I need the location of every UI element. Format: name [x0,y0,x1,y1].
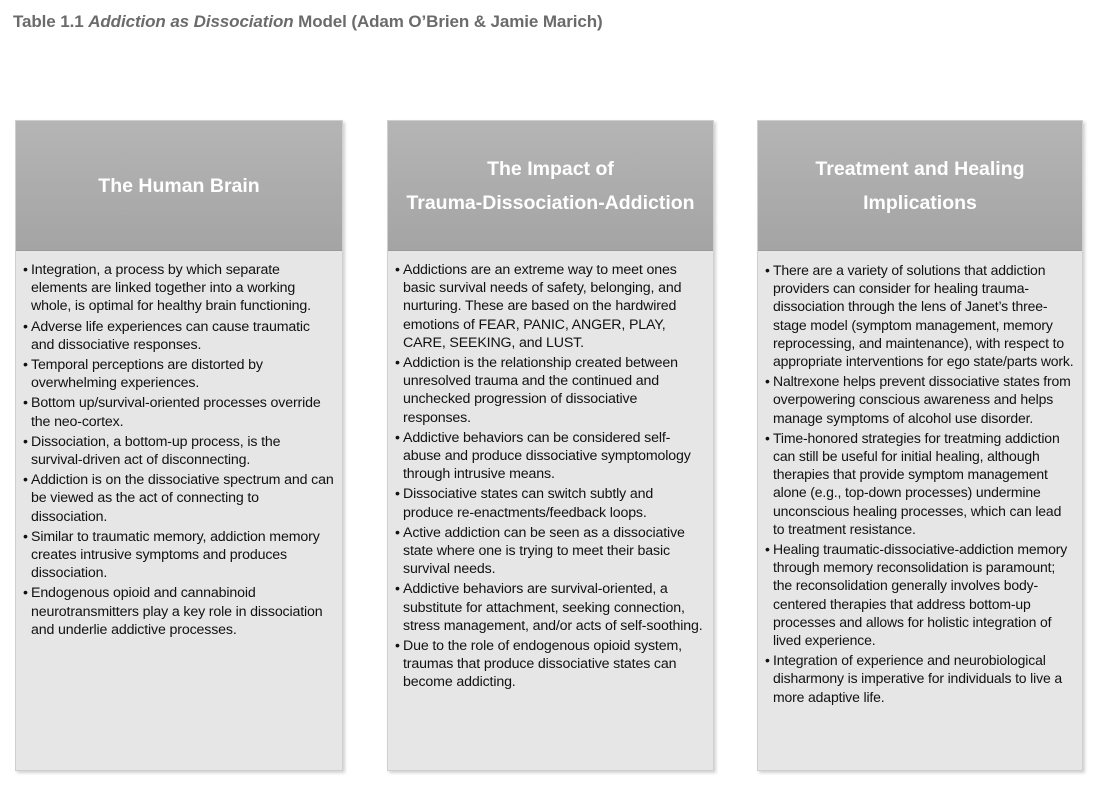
list-item: • Addictive behaviors are survival-oriented, a substitute for attachment, seeking connection, stress management, and/or acts of self-soothing. [396,580,705,635]
list-item: • There are a variety of solutions that addiction providers can consider for healing trauma-dissociation through the lens of Janet’s three-stage model (symptom management, memory reprocessing, and maintenance), with respect to appropriate interventions for ego state/parts work. [766,261,1074,370]
list-item: • Bottom up/survival-oriented processes override the neo-cortex. [24,394,334,430]
list-item: • Dissociative states can switch subtly and produce re-enactments/feedback loops. [396,485,705,521]
column-header [388,121,713,251]
list-item: • Temporal perceptions are distorted by overwhelming experiences. [24,356,334,392]
column-impact [387,120,714,771]
list-item: • Endogenous opioid and cannabinoid neurotransmitters play a key role in dissociation and underlie addictive processes. [24,584,334,639]
list-item: • Addiction is the relationship created between unresolved trauma and the continued and unchecked progression of dissociative responses. [396,354,705,427]
column-header-line: The Human Brain [98,174,260,197]
list-item: • Addictions are an extreme way to meet ones basic survival needs of safety, belonging, and nurturing. These are based on the hardwired emotions of FEAR, PANIC, ANGER, PLAY, CARE, SEEKING, and LUST. [396,261,705,352]
list-item: • Similar to traumatic memory, addiction memory creates intrusive symptoms and produces dissociation. [24,528,334,583]
list-item: • Integration, a process by which separate elements are linked together into a working whole, is optimal for healthy brain functioning. [24,261,334,316]
column-header-line: Trauma-Dissociation-Addiction [406,191,695,214]
list-item: • Dissociation, a bottom-up process, is the survival-driven act of disconnecting. [24,433,334,469]
list-item: • Time-honored strategies for treatming addiction can still be useful for initial healing, although therapies that provide symptom management alone (e.g., top-down processes) undermine unconscious healing processes, which can lead to treatment resistance. [766,429,1074,538]
bullet-list [16,251,342,639]
column-treatment [757,120,1083,771]
list-item: • Due to the role of endogenous opioid system, traumas that produce dissociative states can become addicting. [396,637,705,692]
list-item: • Healing traumatic-dissociative-addiction memory through memory reconsolidation is paramount; the reconsolidation generally involves body-centered therapies that address bottom-up processes and allows for holistic integration of lived experience. [766,540,1074,649]
column-header-line: Implications [863,191,977,214]
list-item: • Adverse life experiences can cause traumatic and dissociative responses. [24,318,334,354]
list-item: • Integration of experience and neurobiological disharmony is imperative for individuals to live a more adaptive life. [766,651,1074,706]
column-header [16,121,342,251]
column-header-line: The Impact of [487,157,614,180]
column-header-line: Treatment and Healing [815,157,1025,180]
list-item: • Active addiction can be seen as a dissociative state where one is trying to meet their basic survival needs. [396,524,705,579]
column-human-brain [15,120,343,771]
list-item: • Addictive behaviors can be considered self-abuse and produce dissociative symptomology through intrusive means. [396,429,705,484]
list-item: • Naltrexone helps prevent dissociative states from overpowering conscious awareness and helps manage symptoms of alcohol use disorder. [766,372,1074,427]
column-header [758,121,1082,251]
page-title [13,12,603,32]
title-italic: Addiction as Dissociation [88,12,294,31]
bullet-list [388,251,713,692]
list-item: • Addiction is on the dissociative spectrum and can be viewed as the act of connecting to dissociation. [24,471,334,526]
title-prefix: Table 1.1 [13,12,89,31]
title-suffix: Model (Adam O’Brien & Jamie Marich) [293,12,603,31]
bullet-list [758,251,1082,706]
